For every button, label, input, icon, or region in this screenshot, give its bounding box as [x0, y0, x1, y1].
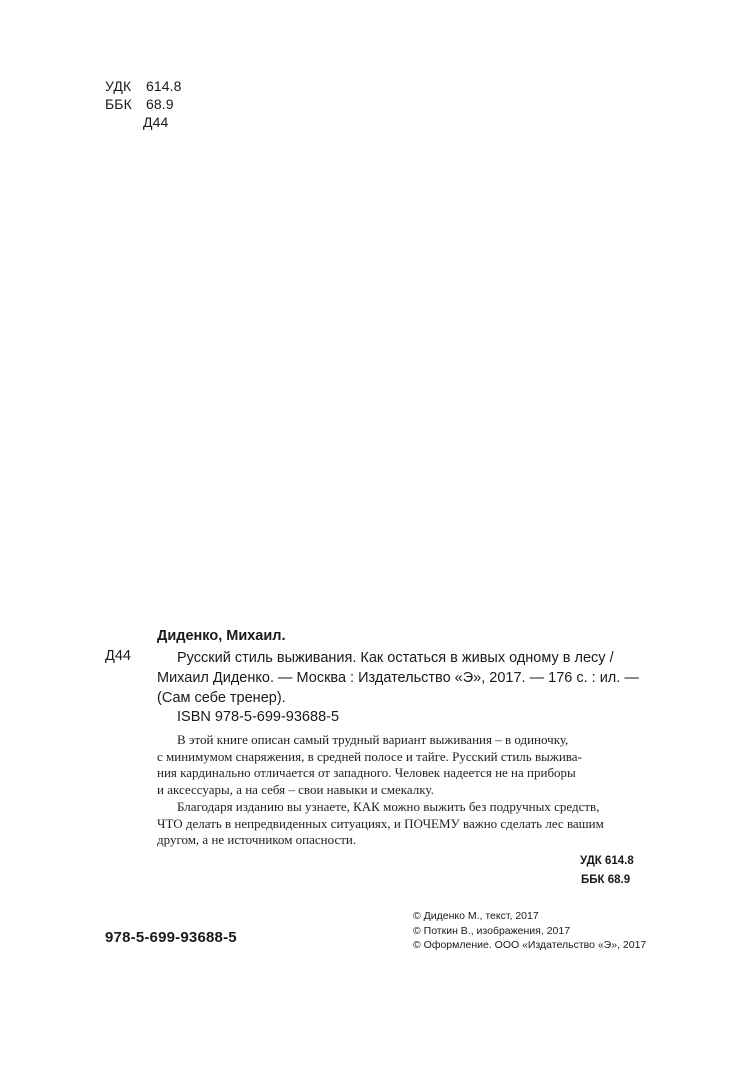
bbk-code: ББК 68.9 [581, 874, 631, 886]
author-mark: Д44 [143, 114, 169, 130]
author-mark-code: Д44 [105, 648, 131, 664]
bbk-row [105, 95, 182, 113]
annotation-line: ЧТО делать в непредвиденных ситуациях, и ПОЧЕМУ важно сделать лес вашим [157, 815, 604, 831]
udk-row [105, 77, 182, 95]
copyright-line: © Поткин В., изображения, 2017 [413, 924, 571, 937]
copyright-line: © Оформление. ООО «Издательство «Э», 2017 [413, 939, 647, 951]
annotation [157, 732, 667, 849]
udk-label: УДК [105, 78, 132, 94]
annotation-line: другом, а не источником опасности. [157, 832, 357, 847]
desc-line: Михаил Диденко. — Москва : Издательство «Э», 2017. — 176 с. : ил. — [157, 670, 639, 686]
bbk-label: ББК [105, 96, 132, 112]
copyright-line: © Диденко М., текст, 2017 [413, 910, 539, 922]
desc-line: Русский стиль выживания. Как остаться в живых одному в лесу / [177, 650, 614, 666]
desc-line: (Сам себе тренер). [157, 690, 286, 706]
isbn-bottom: 978-5-699-93688-5 [105, 929, 237, 946]
annotation-line: Благодаря изданию вы узнаете, КАК можно выжить без подручных средств, [177, 799, 600, 814]
classification-block [105, 77, 182, 131]
annotation-paragraph [157, 799, 667, 849]
bibliographic-description [157, 648, 665, 708]
annotation-paragraph [157, 732, 667, 798]
copyright-block [413, 909, 646, 953]
udk-code: УДК 614.8 [580, 855, 634, 867]
annotation-line: с минимумом снаряжения, в средней полосе и тайге. Русский стиль выжива- [157, 748, 582, 764]
annotation-line: В этой книге описан самый трудный вариант выживания – в одиночку, [177, 732, 569, 747]
isbn-line: ISBN 978-5-699-93688-5 [177, 709, 340, 725]
udk-value: 614.8 [146, 78, 182, 94]
author-heading: Диденко, Михаил. [157, 628, 286, 644]
annotation-line: ния кардинально отличается от западного. Человек надеется не на приборы [157, 765, 576, 780]
bbk-value: 68.9 [146, 96, 174, 112]
class-codes-right [580, 852, 634, 890]
annotation-line: и аксессуары, а на себя – свои навыки и смекалку. [157, 781, 434, 797]
